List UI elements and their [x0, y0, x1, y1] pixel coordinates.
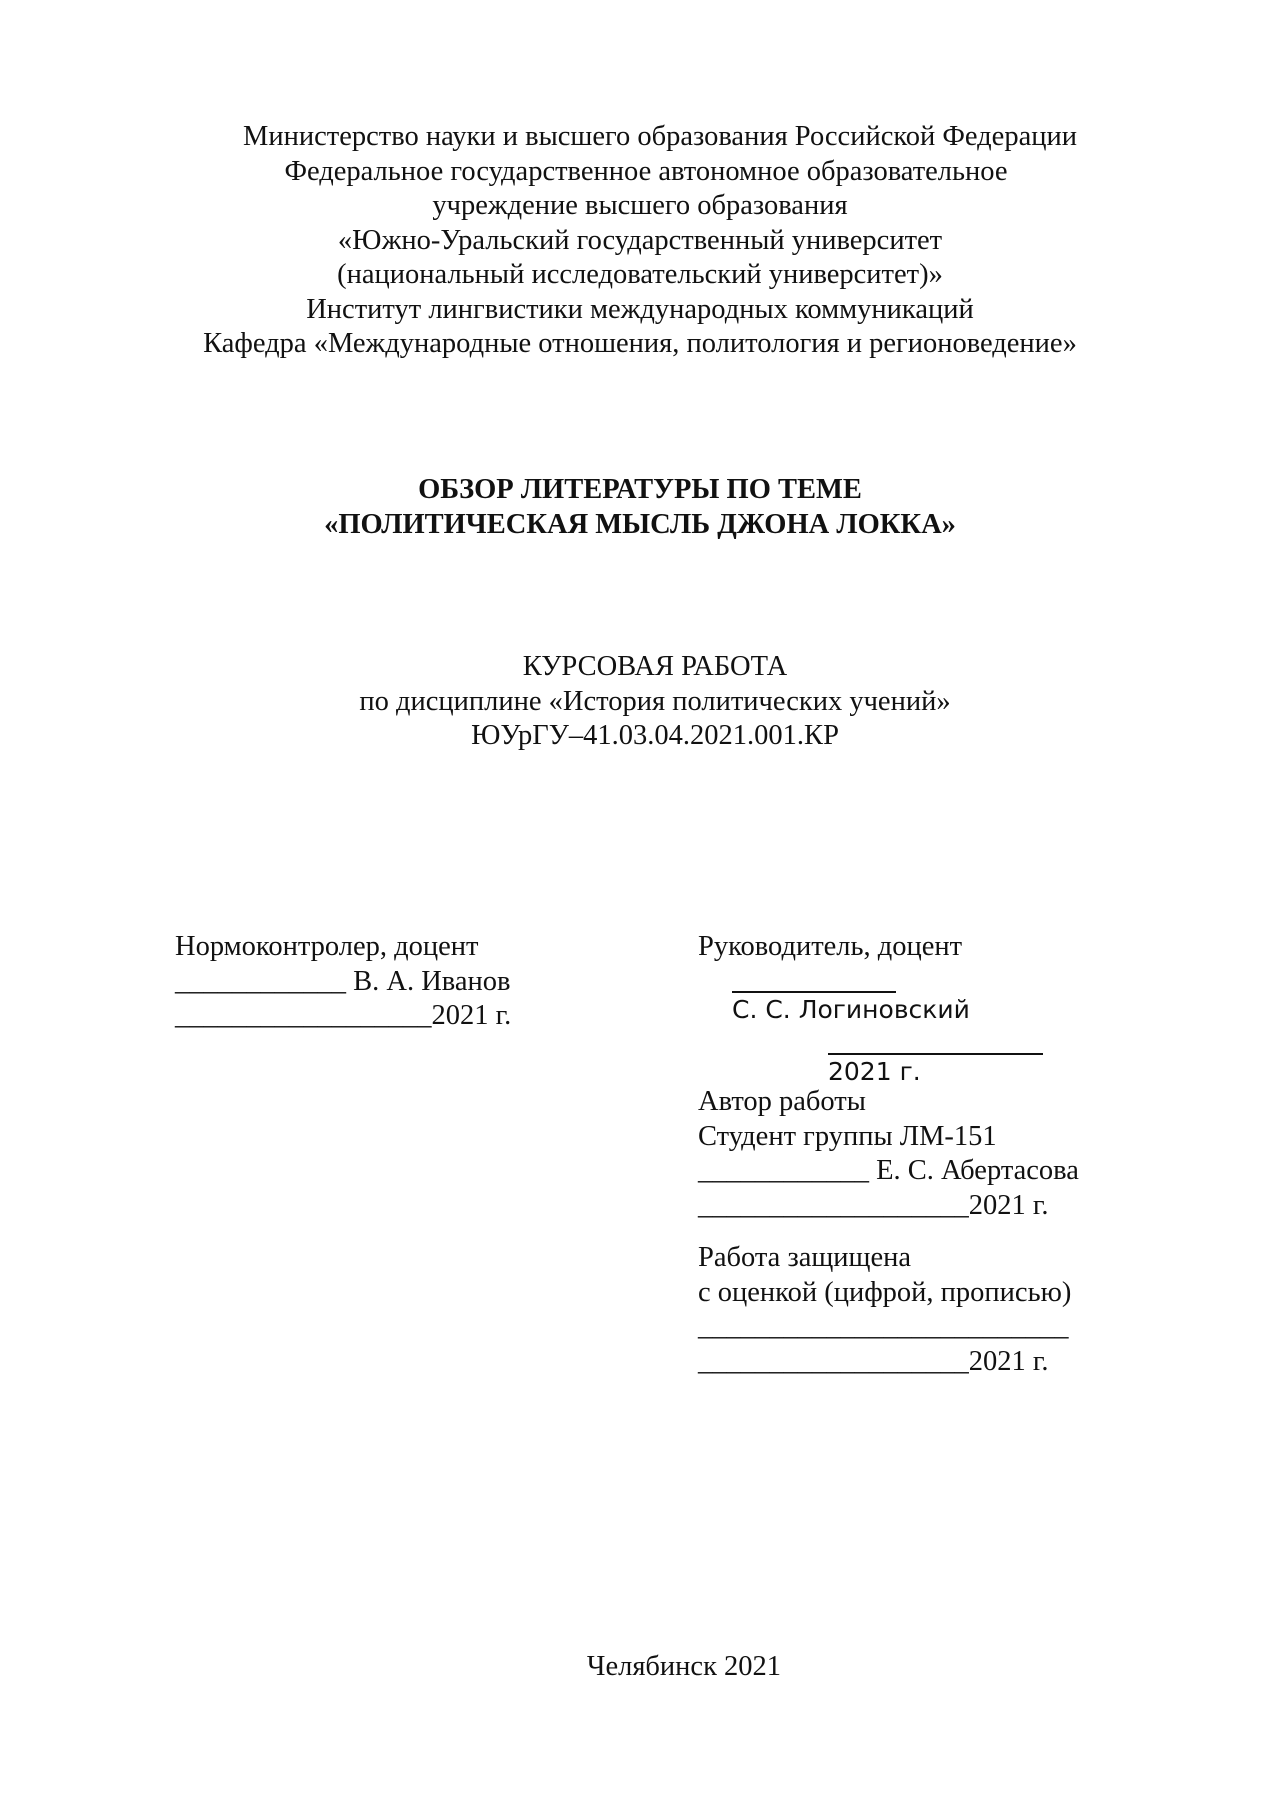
defense-label: Работа защищена [698, 1242, 912, 1273]
ministry-line: Министерство науки и высшего образования Российской Федерации [243, 121, 1077, 152]
author-date-line: ___________________2021 г. [698, 1189, 1049, 1221]
institution-header [0, 120, 1280, 362]
city-year: Челябинск 2021 [586, 1651, 782, 1682]
work-code: ЮУрГУ–41.03.04.2021.001.КР [471, 720, 839, 751]
supervisor-role: Руководитель, доцент [698, 931, 963, 962]
institution-line-2: учреждение высшего образования [432, 190, 848, 221]
title-line-2: «ПОЛИТИЧЕСКАЯ МЫСЛЬ ДЖОНА ЛОККА» [324, 509, 956, 540]
norm-controller-block [175, 930, 511, 1034]
university-name: «Южно-Уральский государственный университет [337, 224, 943, 256]
document-title [0, 472, 1280, 542]
defense-block [698, 1241, 1071, 1379]
supervisor-block [698, 930, 1043, 1090]
norm-controller-role: Нормоконтролер, доцент [175, 931, 479, 962]
author-block [698, 1085, 1079, 1223]
institution-line-1: Федеральное государственное автономное образовательное [284, 155, 1008, 187]
university-status: (национальный исследовательский университет)» [337, 259, 943, 290]
work-type: КУРСОВАЯ РАБОТА [522, 651, 788, 682]
supervisor-signature-line [732, 965, 896, 993]
norm-controller-date-line: __________________2021 г. [175, 1000, 512, 1031]
title-line-1: ОБЗОР ЛИТЕРАТУРЫ ПО ТЕМЕ [418, 474, 862, 505]
work-info [0, 650, 1280, 754]
defense-grade: с оценкой (цифрой, прописью) [698, 1276, 1072, 1308]
author-name-line: ____________ Е. С. Абертасова [698, 1155, 1079, 1186]
supervisor-date: 2021 г. [828, 1057, 921, 1086]
supervisor-name-line [698, 965, 1043, 1028]
institute-name: Институт лингвистики международных коммуникаций [306, 293, 974, 325]
department-name: Кафедра «Международные отношения, политология и регионоведение» [203, 328, 1077, 359]
author-group: Студент группы ЛМ-151 [698, 1120, 997, 1152]
norm-controller-name-line: ____________ В. А. Иванов [175, 965, 511, 997]
author-label: Автор работы [698, 1086, 866, 1117]
defense-date-line: ___________________2021 г. [698, 1345, 1049, 1377]
work-discipline: по дисциплине «История политических учений» [359, 685, 951, 717]
supervisor-date-underline [828, 1027, 1043, 1055]
supervisor-date-line [698, 1027, 1043, 1090]
supervisor-name: С. С. Логиновский [732, 994, 970, 1024]
defense-blank-line: __________________________ [698, 1311, 1069, 1342]
